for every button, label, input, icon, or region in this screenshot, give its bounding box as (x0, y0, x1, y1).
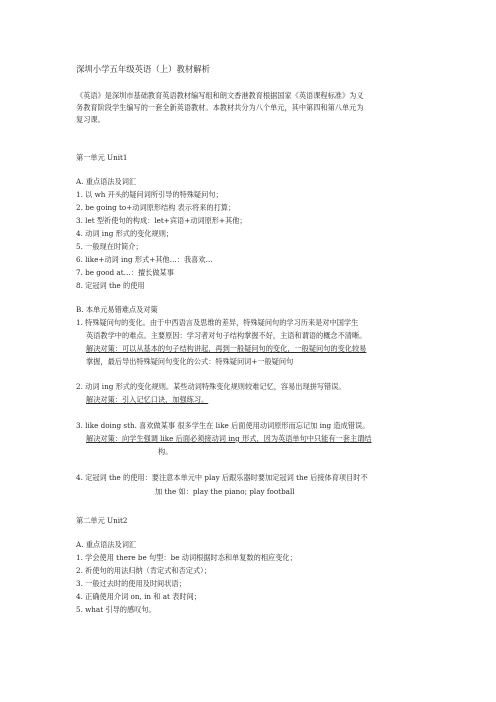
list-item: 3. let 型祈使句的构成：let+宾语+动词原形+其他； (76, 216, 247, 225)
list-item: 2. be going to+动词原形结构 表示将来的打算； (76, 203, 236, 212)
unit2-title: 第二单元 Unit2 (76, 516, 128, 525)
list-item: 6. like+动词 ing 形式+其他…：我喜欢… (76, 255, 213, 264)
unit2-section-a-heading: A. 重点语法及词汇 (76, 540, 137, 549)
list-item: 4. 动词 ing 形式的变化规则； (76, 229, 174, 238)
list-item: 5. 一般现在时简介； (76, 242, 143, 251)
list-item: 1. 学会使用 there be 句型：be 动词根据时态和单复数的相应变化； (76, 553, 297, 562)
paragraph-line: 解决对策：引入记忆口诀，加强练习。 (86, 395, 209, 404)
paragraph-line: 加 the 如：play the piano; play football (155, 487, 295, 496)
intro-line: 复习课。 (76, 115, 105, 124)
paragraph-line: 掌握，最后导出特殊疑问句变化的公式：特殊疑问词+一般疑问句 (86, 357, 294, 366)
paragraph-line: 2. 动词 ing 形式的变化规则。某些动词特殊变化规则较难记忆，容易出现拼写错误。 (76, 382, 346, 391)
paragraph-line: 3. like doing sth. 喜欢做某事 很多学生在 like 后面使用动词原形而忘记加 ing 造成错误。 (76, 421, 370, 430)
paragraph-line: 4. 定冠词 the 的使用：要注意本单元中 play 后跟乐器时要加定冠词 the 后接体育项目时不 (76, 473, 368, 482)
paragraph-line: 1. 特殊疑问句的变化。由于中西语言及思维的差异，特殊疑问句的学习历来是对中国学生 (76, 318, 359, 327)
paragraph-line: 解决对策：可以从基本的句子结构讲起，再到一般疑问句的变化，一般疑问句的变化较易 (86, 344, 367, 353)
intro-line: 务教育阶段学生编写的一套全新英语教材。本教材共分为八个单元，其中第四和第八单元为 (76, 103, 364, 112)
list-item: 4. 正确使用介词 on, in 和 at 表时间； (76, 592, 201, 601)
list-item: 3. 一般过去时的使用及时间状语； (76, 579, 186, 588)
unit1-section-b-heading: B. 本单元易错难点及对策 (76, 305, 158, 314)
unit1-title: 第一单元 Unit1 (76, 153, 128, 162)
paragraph-line: 解决对策：向学生强调 like 后面必须接动词 ing 形式，因为英语单句中只能有一套主谓结 (86, 434, 372, 443)
unit1-section-a-heading: A. 重点语法及词汇 (76, 177, 137, 186)
document-title: 深圳小学五年级英语（上）教材解析 (76, 64, 210, 74)
intro-line: 《英语》是深圳市基础教育英语教材编写组和朗文香港教育根据国家《英语课程标准》为义 (76, 91, 364, 100)
list-item: 2. 祈使句的用法归纳（肯定式和否定式）； (76, 566, 211, 575)
list-item: 8. 定冠词 the 的使用 (76, 281, 145, 290)
list-item: 5. what 引导的感叹句。 (76, 605, 156, 614)
paragraph-line: 构。 (158, 447, 173, 456)
list-item: 1. 以 wh 开头的疑问词所引导的特殊疑问句； (76, 190, 223, 199)
paragraph-line: 英语教学中的难点。主要原因：学习者对句子结构掌握不好，主语和谓语的概念不清晰。 (86, 331, 367, 340)
list-item: 7. be good at…：擅长做某事 (76, 268, 174, 277)
